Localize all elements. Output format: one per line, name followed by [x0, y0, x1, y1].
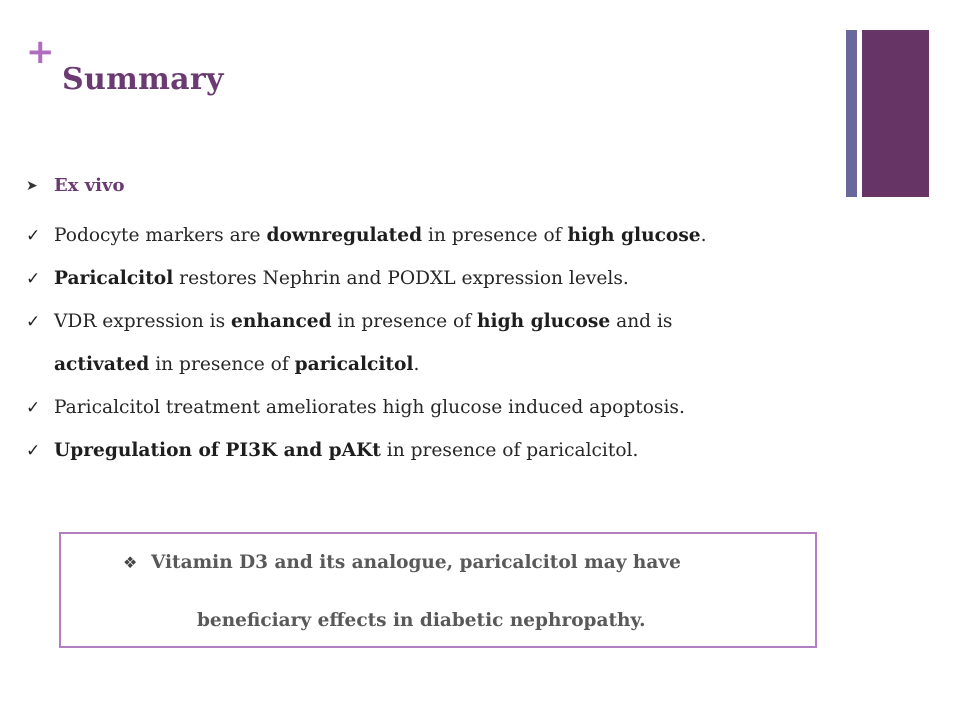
diamond-bullet-icon: ❖	[123, 553, 138, 572]
decorative-bar-thick	[862, 30, 929, 197]
conclusion-line-continuation: beneficiary effects in diabetic nephropathy.	[197, 610, 646, 631]
checkmark-icon: ✓	[26, 226, 41, 246]
slide-title: Summary	[62, 62, 224, 97]
bullet-item: ✓ Podocyte markers are downregulated in presence of high glucose .	[26, 220, 707, 252]
section-label: Ex vivo	[54, 175, 125, 196]
section-heading	[26, 172, 124, 200]
bullet-item: ✓ VDR expression is enhanced in presence of high glucose and is	[26, 306, 672, 338]
plus-icon: +	[26, 32, 55, 72]
arrow-bullet-icon: ➤	[26, 178, 38, 194]
checkmark-icon: ✓	[26, 269, 41, 289]
conclusion-line: ❖ Vitamin D3 and its analogue, paricalcitol may have	[123, 552, 681, 573]
bullet-item: ✓ Paricalcitol treatment ameliorates high glucose induced apoptosis.	[26, 392, 685, 424]
checkmark-icon: ✓	[26, 441, 41, 461]
bullet-item-continuation: activated in presence of paricalcitol .	[54, 354, 420, 375]
bullet-item: ✓ Upregulation of PI3K and pAKt in presence of paricalcitol.	[26, 435, 638, 467]
decorative-bar-thin	[846, 30, 857, 197]
conclusion-box	[59, 532, 817, 648]
checkmark-icon: ✓	[26, 398, 41, 418]
checkmark-icon: ✓	[26, 312, 41, 332]
bullet-item: ✓ Paricalcitol restores Nephrin and PODXL expression levels.	[26, 263, 629, 295]
